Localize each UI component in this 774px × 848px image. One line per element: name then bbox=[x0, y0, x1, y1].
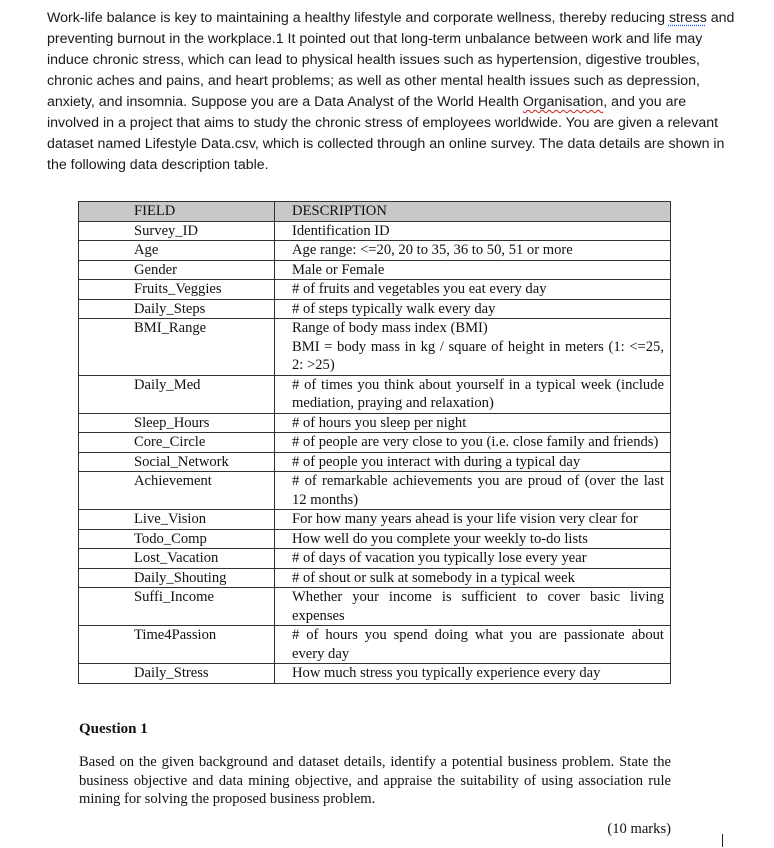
field-description bbox=[275, 568, 671, 588]
table-row bbox=[79, 241, 671, 261]
description-line: # of shout or sulk at somebody in a typical week bbox=[292, 569, 575, 586]
table-row bbox=[79, 472, 671, 510]
field-description bbox=[275, 221, 671, 241]
description-line: Age range: <=20, 20 to 35, 36 to 50, 51 or more bbox=[292, 242, 573, 258]
field-description bbox=[275, 413, 671, 433]
description-line: How much stress you typically experience every day bbox=[292, 665, 601, 681]
description-line: # of people you interact with during a typical day bbox=[292, 453, 581, 470]
field-name: Lost_Vacation bbox=[79, 549, 275, 569]
field-name: Survey_ID bbox=[79, 221, 275, 241]
table-row bbox=[79, 529, 671, 549]
field-description bbox=[275, 433, 671, 453]
description-line: Whether your income is sufficient to cover basic living expenses bbox=[292, 589, 664, 624]
field-name: Daily_Med bbox=[79, 375, 275, 413]
table-row bbox=[79, 413, 671, 433]
field-description bbox=[275, 472, 671, 510]
field-description bbox=[275, 626, 671, 664]
table-row bbox=[79, 433, 671, 453]
field-description bbox=[275, 299, 671, 319]
description-line: Male or Female bbox=[292, 261, 385, 278]
field-description bbox=[275, 319, 671, 376]
question-body: Based on the given background and dataset details, identify a potential business problem. State the business objective and data mining objective, and appraise the suitability of using association rule mining for solving the proposed business problem. bbox=[79, 754, 671, 807]
description-line: BMI = body mass in kg / square of height in meters (1: <=25, 2: >25) bbox=[292, 338, 664, 373]
description-line: # of people are very close to you (i.e. close family and friends) bbox=[292, 434, 659, 450]
description-line: How well do you complete your weekly to-do lists bbox=[292, 530, 588, 547]
field-description bbox=[275, 529, 671, 549]
table-row bbox=[79, 319, 671, 376]
grammar-flagged-word[interactable]: stress bbox=[668, 10, 707, 26]
table-row bbox=[79, 375, 671, 413]
description-line: # of steps typically walk every day bbox=[292, 300, 496, 317]
field-description bbox=[275, 452, 671, 472]
field-name: Daily_Stress bbox=[79, 664, 275, 684]
field-name: Age bbox=[79, 241, 275, 261]
field-name: Time4Passion bbox=[79, 626, 275, 664]
table-row bbox=[79, 588, 671, 626]
table-header-row bbox=[79, 202, 671, 222]
description-line: # of remarkable achievements you are proud of (over the last 12 months) bbox=[292, 473, 664, 508]
field-description bbox=[275, 260, 671, 280]
data-description-table bbox=[78, 201, 671, 684]
spelling-flagged-word[interactable]: Organisation bbox=[522, 94, 604, 110]
description-line: # of hours you sleep per night bbox=[292, 414, 467, 431]
field-name: Live_Vision bbox=[79, 510, 275, 530]
field-name: Todo_Comp bbox=[79, 529, 275, 549]
field-name: Core_Circle bbox=[79, 433, 275, 453]
table-row bbox=[79, 260, 671, 280]
field-description bbox=[275, 280, 671, 300]
description-line: For how many years ahead is your life vision very clear for bbox=[292, 511, 638, 527]
field-name: Achievement bbox=[79, 472, 275, 510]
table-row bbox=[79, 549, 671, 569]
field-name: Suffi_Income bbox=[79, 588, 275, 626]
question-marks: (10 marks) bbox=[607, 820, 671, 837]
field-description bbox=[275, 549, 671, 569]
intro-paragraph bbox=[47, 8, 737, 176]
field-name: Sleep_Hours bbox=[79, 413, 275, 433]
field-name: Daily_Steps bbox=[79, 299, 275, 319]
header-description: DESCRIPTION bbox=[275, 202, 671, 222]
intro-text: and preventing burnout in the workplace.1 It pointed out that long-term unbalance between work and life may induce chronic stress, which can lead to physical health issues such as hypertension, digestive troubles, chronic aches and pains, and heart problems; as well as other mental health issues such as depression, anxiety, and insomnia. Suppose you are a Data Analyst of the World Health bbox=[47, 10, 735, 110]
text-cursor bbox=[722, 834, 723, 847]
header-field: FIELD bbox=[79, 202, 275, 222]
table-row bbox=[79, 452, 671, 472]
table-row bbox=[79, 664, 671, 684]
field-description bbox=[275, 241, 671, 261]
description-line: # of fruits and vegetables you eat every day bbox=[292, 281, 547, 297]
table-row bbox=[79, 221, 671, 241]
description-line: # of hours you spend doing what you are passionate about every day bbox=[292, 627, 664, 662]
description-line: # of days of vacation you typically lose every year bbox=[292, 550, 587, 566]
table-row bbox=[79, 568, 671, 588]
question-section bbox=[79, 721, 671, 838]
field-description bbox=[275, 375, 671, 413]
field-name: BMI_Range bbox=[79, 319, 275, 376]
intro-text: , and you are involved in a project that aims to study the chronic stress of employees worldwide. You are given a relevant dataset named Lifestyle Data.csv, which is collected through an online survey. The data details are shown in the following data description table. bbox=[47, 94, 725, 173]
field-description bbox=[275, 664, 671, 684]
field-description bbox=[275, 510, 671, 530]
description-line: Range of body mass index (BMI) bbox=[292, 320, 488, 336]
question-title: Question 1 bbox=[79, 721, 148, 737]
table-row bbox=[79, 280, 671, 300]
description-line: Identification ID bbox=[292, 222, 390, 239]
table-row bbox=[79, 626, 671, 664]
field-name: Daily_Shouting bbox=[79, 568, 275, 588]
field-name: Fruits_Veggies bbox=[79, 280, 275, 300]
field-name: Social_Network bbox=[79, 452, 275, 472]
field-name: Gender bbox=[79, 260, 275, 280]
description-line: # of times you think about yourself in a typical week (include mediation, praying and relaxation) bbox=[292, 376, 664, 411]
intro-text: Work-life balance is key to maintaining a healthy lifestyle and corporate wellness, thereby reducing bbox=[47, 10, 669, 26]
field-description bbox=[275, 588, 671, 626]
table-row bbox=[79, 510, 671, 530]
table-row bbox=[79, 299, 671, 319]
